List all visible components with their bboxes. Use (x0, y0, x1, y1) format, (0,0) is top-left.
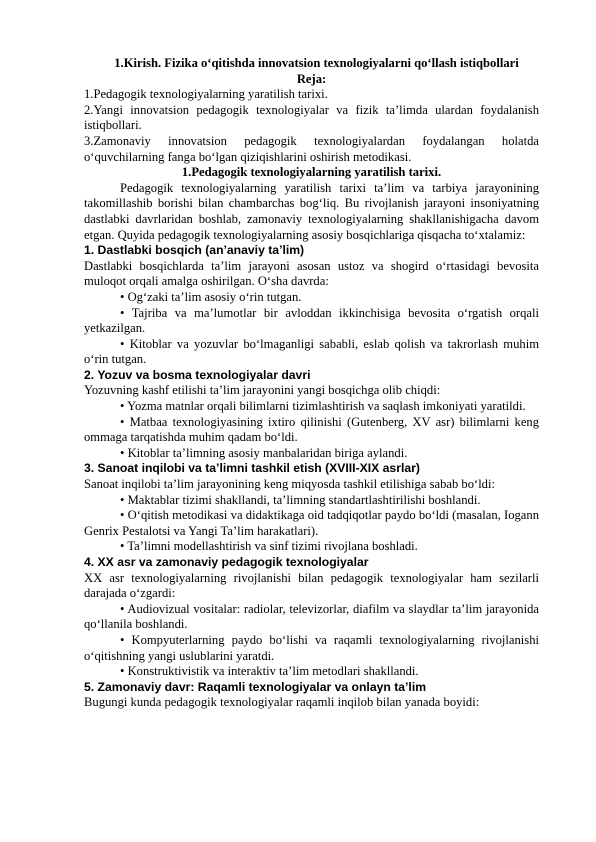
stage-2-heading: 2. Yozuv va bosma texnologiyalar davri (84, 367, 311, 382)
bullet-text: Yozma matnlar orqali bilimlarni tizimlashtirish va saqlash imkoniyati yaratildi. (127, 399, 526, 414)
stage-1-heading: 1. Dastlabki bosqich (an’anaviy ta’lim) (84, 243, 305, 258)
bullet-text: Audiovizual vositalar: radiolar, televizorlar, diafilm va slaydlar ta’lim jarayonida qo‘llanila boshlandi. (84, 601, 539, 632)
bullet-text: Kitoblar ta’limning asosiy manbalaridan biriga aylandi. (127, 445, 408, 460)
stage-4-bullet-1 (84, 602, 539, 633)
stage-4-bullet-2 (84, 633, 539, 664)
bullet-icon: • (120, 664, 125, 679)
stage-5-text: Bugungi kunda pedagogik texnologiyalar raqamli inqilob bilan yanada boyidi: (84, 695, 480, 710)
bullet-text: Maktablar tizimi shakllandi, ta’limning standartlashtirilishi boshlandi. (127, 492, 481, 507)
bullet-text: O‘qitish metodikasi va didaktikaga oid tadqiqotlar paydo bo‘ldi (masalan, Iogann Genrix Pestalotsi va Yangi Ta’lim harakatlari). (84, 508, 539, 538)
stage-1-text: Dastlabki bosqichlarda ta’lim jarayoni asosan ustoz va shogird o‘rtasidagi bevosita muloqot orqali amalga oshirilgan. O‘sha davrda: (84, 258, 539, 289)
bullet-icon: • (120, 508, 125, 523)
stage-2-bullet-2 (84, 415, 539, 446)
stage-2-bullet-1 (84, 399, 539, 415)
stage-3-text: Sanoat inqilobi ta’lim jarayonining keng miqyosda tashkil etilishiga sabab bo‘ldi: (84, 477, 495, 492)
section-title: 1.Pedagogik texnologiyalarning yaratilish tarixi. (181, 165, 442, 180)
stage-4-heading: 4. XX asr va zamonaviy pedagogik texnologiyalar (84, 555, 369, 569)
bullet-text: Kitoblar va yozuvlar bo‘lmaganligi sababli, eslab qolish va takrorlash muhim o‘rin tutgan. (84, 336, 539, 367)
stage-1-bullet-1 (84, 290, 539, 306)
bullet-text: Matbaa texnologiyasining ixtiro qilinishi (Gutenberg, XV asr) bilimlarni keng ommaga tarqatishda muhim qadam bo‘ldi. (84, 414, 539, 445)
bullet-icon: • (120, 414, 125, 429)
bullet-icon: • (120, 539, 125, 554)
document-title: 1.Kirish. Fizika o‘qitishda innovatsion texnologiyalarni qo‘llash istiqbollari (114, 56, 519, 70)
stage-3-bullet-3 (84, 539, 539, 555)
stage-5-heading: 5. Zamonaviy davr: Raqamli texnologiyalar va onlayn ta’lim (84, 679, 427, 694)
bullet-text: Ta’limni modellashtirish va sinf tizimi rivojlana boshladi. (127, 539, 418, 554)
bullet-icon: • (120, 305, 125, 320)
bullet-text: Og‘zaki ta’lim asosiy o‘rin tutgan. (127, 289, 302, 304)
intro-paragraph: Pedagogik texnologiyalarning yaratilish tarixi ta’lim va tarbiya jarayonining takomillashib borishi bilan chambarchas bog‘liq. Bu rivojlanish jarayoni insoniyatning dastlabki davrlaridan boshlab, zamonaviy texnologiyalarning shakllanishigacha davom etgan. Quyida pedagogik texnologiyalarning asosiy bosqichlariga qisqacha to‘xtalamiz: (84, 180, 539, 242)
stage-3-heading: 3. Sanoat inqilobi va ta’limni tashkil etish (XVIII-XIX asrlar) (84, 461, 420, 476)
bullet-icon: • (120, 492, 125, 507)
bullet-icon: • (120, 289, 125, 304)
plan-item-1: 1.Pedagogik texnologiyalarning yaratilish tarixi. (84, 87, 328, 102)
bullet-icon: • (120, 601, 125, 616)
stage-2-bullet-3 (84, 446, 539, 462)
plan-item-3: 3.Zamonaviy innovatsion pedagogik texnologiyalardan foydalangan holatda o‘quvchilarning fanga bo‘lgan qiziqishlarini oshirish metodikasi. (84, 133, 539, 164)
plan-item-2: 2.Yangi innovatsion pedagogik texnologiyalar va fizik ta’limda ulardan foydalanish istiqbollari. (84, 102, 539, 133)
bullet-icon: • (120, 632, 125, 647)
bullet-text: Tajriba va ma’lumotlar bir avloddan ikkinchisiga bevosita o‘rgatish orqali yetkazilgan. (84, 305, 540, 336)
stage-4-text: XX asr texnologiyalarning rivojlanishi bilan pedagogik texnologiyalar ham sezilarli darajada o‘zgardi: (84, 570, 539, 601)
stage-3-bullet-1 (84, 493, 539, 509)
bullet-text: Kompyuterlarning paydo bo‘lishi va raqamli texnologiyalarning rivojlanishi o‘qitishning yangi uslublarini yaratdi. (84, 632, 539, 663)
document-page (84, 56, 539, 711)
stage-1-bullet-3 (84, 337, 539, 368)
bullet-icon: • (120, 336, 125, 351)
plan-label: Reja: (296, 71, 327, 86)
bullet-icon: • (120, 399, 125, 414)
stage-3-bullet-2 (84, 508, 539, 539)
stage-2-text: Yozuvning kashf etilishi ta’lim jarayonini yangi bosqichga olib chiqdi: (84, 383, 441, 398)
stage-4-bullet-3 (84, 664, 539, 680)
stage-1-bullet-2 (84, 306, 539, 337)
bullet-text: Konstruktivistik va interaktiv ta’lim metodlari shakllandi. (127, 664, 419, 679)
bullet-icon: • (120, 445, 125, 460)
